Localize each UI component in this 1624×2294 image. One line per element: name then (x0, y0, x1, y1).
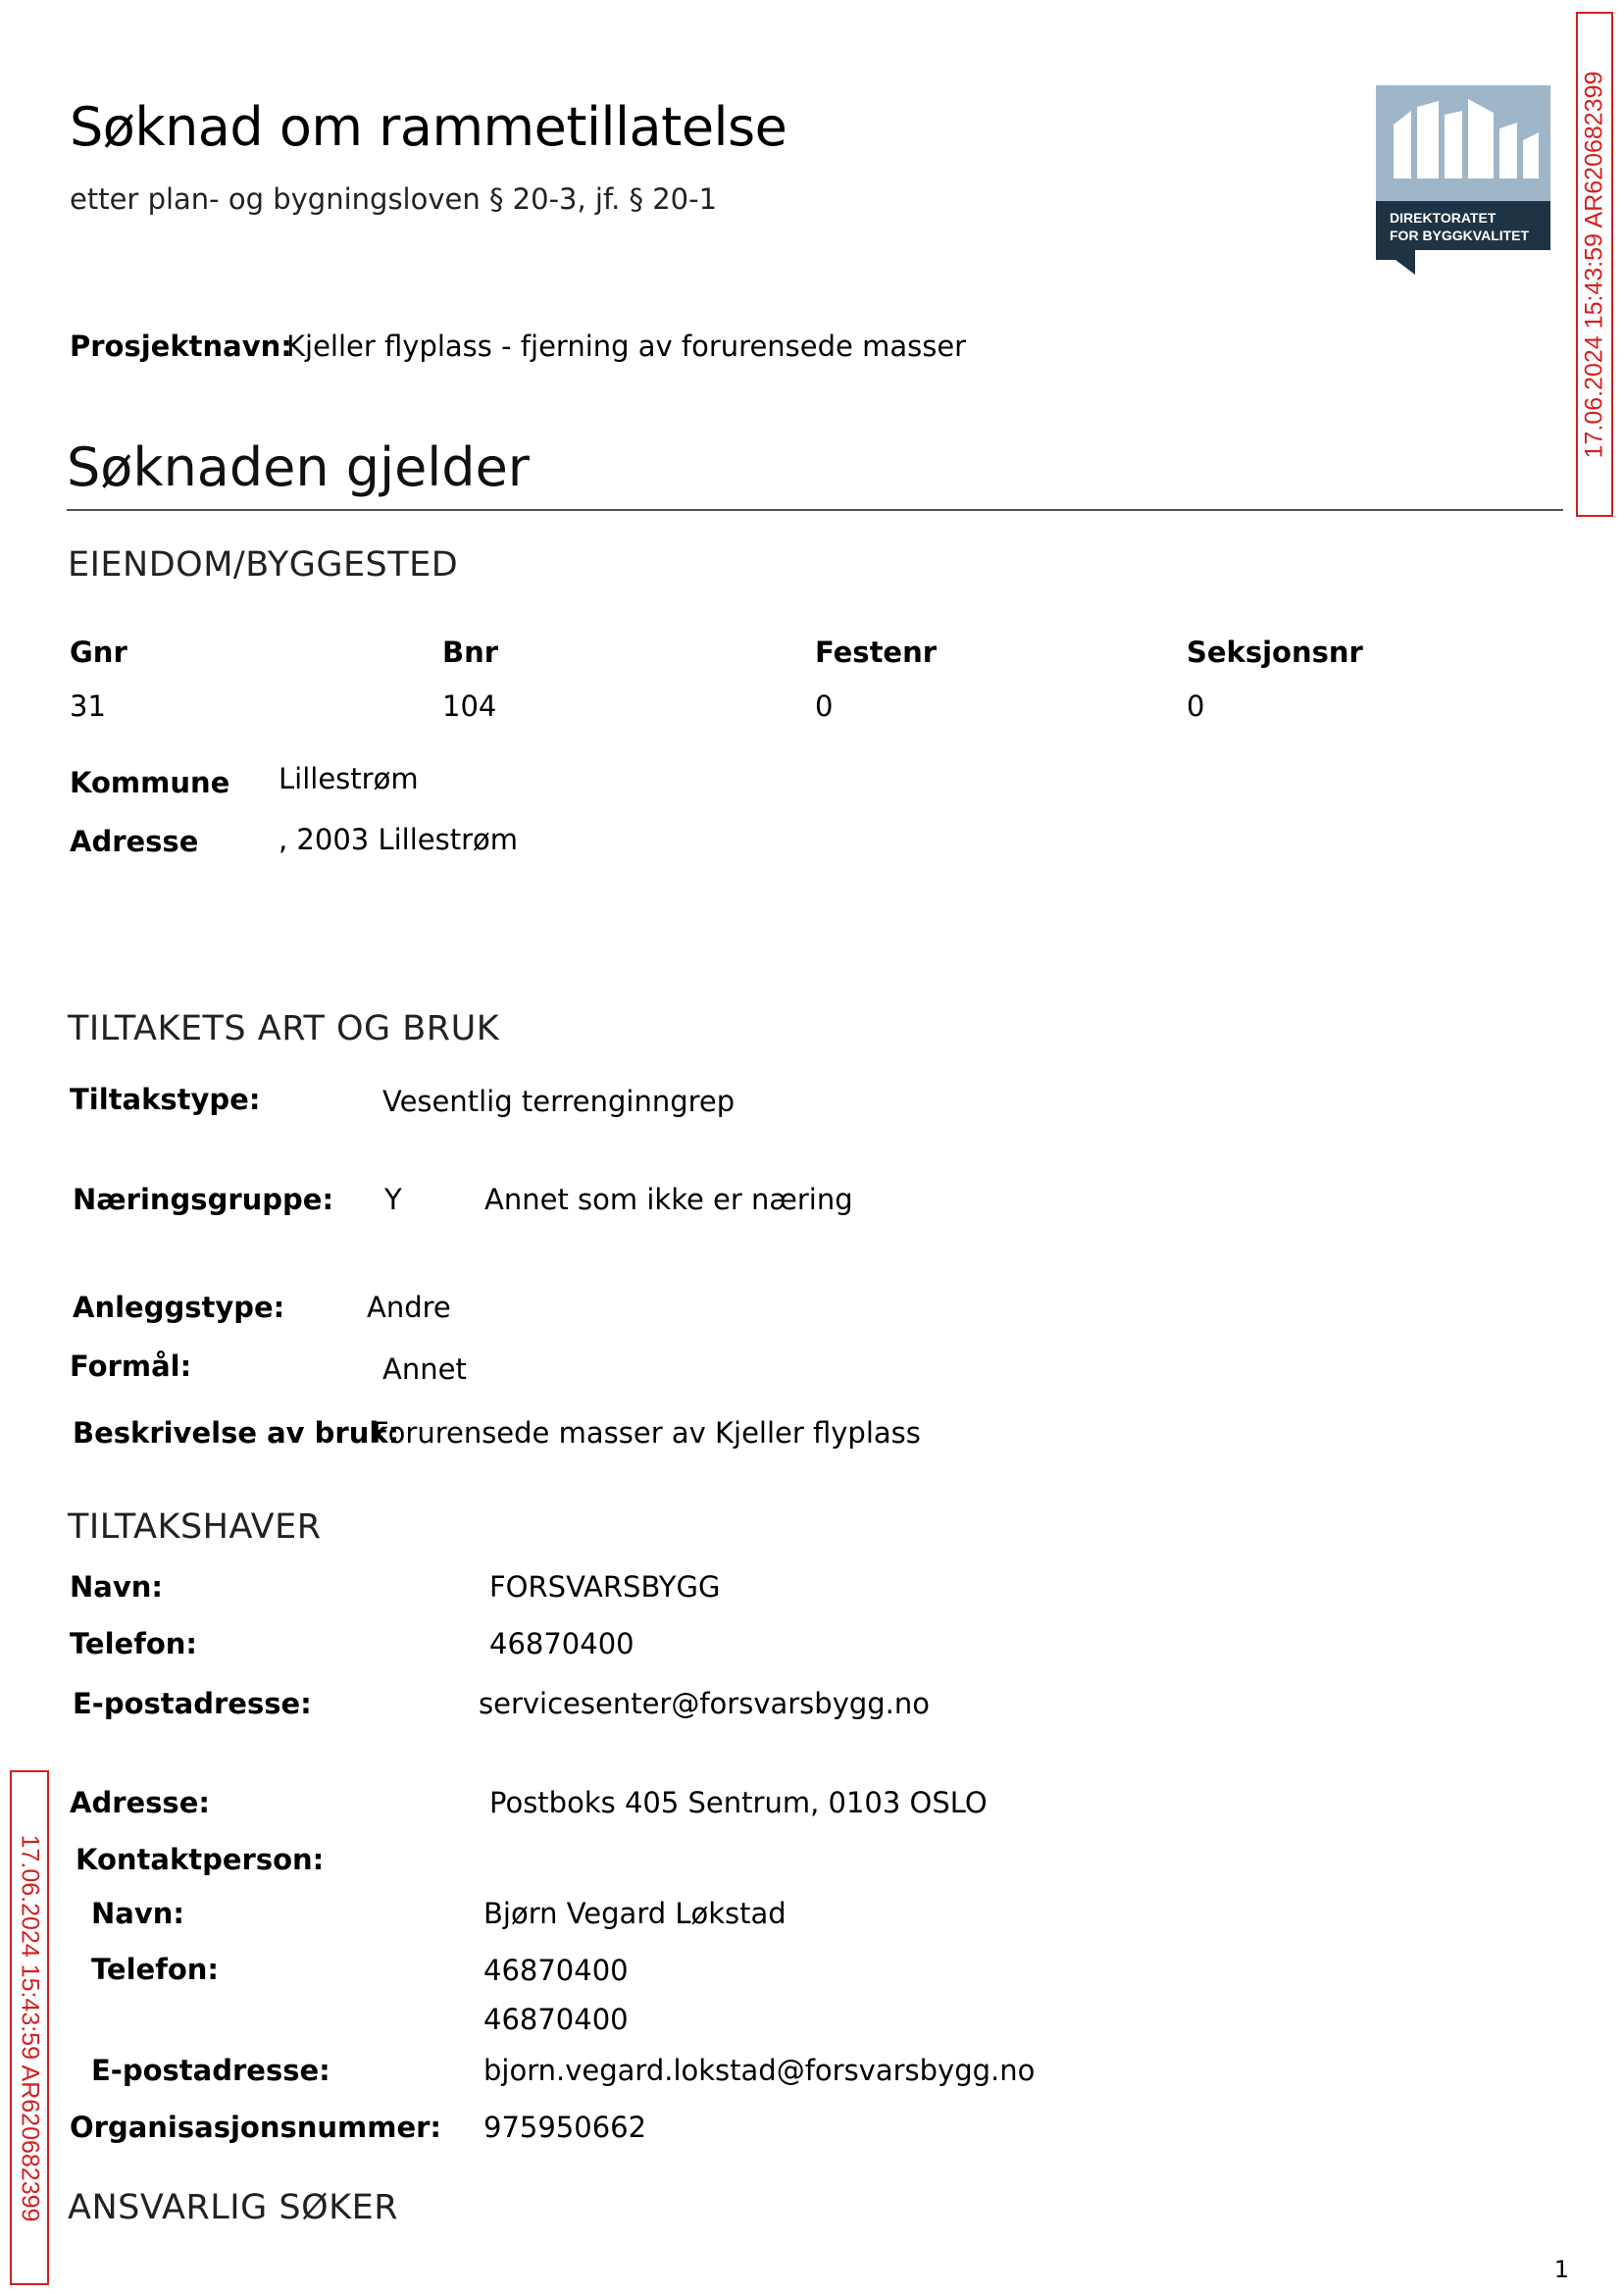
eiendom-heading: EIENDOM/BYGGESTED (68, 545, 459, 585)
orgnr-value: 975950662 (483, 2111, 647, 2144)
kontakt-epost-value: bjorn.vegard.lokstad@forsvarsbygg.no (483, 2054, 1036, 2087)
ansvarlig-soker-heading: ANSVARLIG SØKER (68, 2188, 399, 2227)
seksjonsnr-label: Seksjonsnr (1187, 636, 1363, 669)
festenr-label: Festenr (815, 636, 938, 669)
kommune-label: Kommune (70, 766, 230, 799)
section-title: Søknaden gjelder (67, 436, 530, 498)
dibk-logo (1376, 85, 1550, 275)
kontaktperson-label: Kontaktperson: (76, 1843, 325, 1876)
tiltakshaver-telefon-value: 46870400 (489, 1627, 634, 1660)
tiltak-heading: TILTAKETS ART OG BRUK (68, 1009, 500, 1048)
kontakt-navn-label: Navn: (91, 1897, 184, 1930)
naeringsgruppe-label: Næringsgruppe: (73, 1183, 334, 1216)
kontakt-telefon-label: Telefon: (91, 1953, 219, 1986)
page-number: 1 (1553, 2256, 1569, 2283)
formal-value: Annet (382, 1352, 467, 1386)
bnr-label: Bnr (442, 636, 499, 669)
kontakt-navn-value: Bjørn Vegard Løkstad (483, 1897, 787, 1930)
document-title: Søknad om rammetillatelse (70, 96, 787, 158)
tiltakshaver-telefon-label: Telefon: (70, 1627, 197, 1660)
stamp-text: 17.06.2024 15:43:59 AR620682399 (1580, 71, 1608, 458)
tiltakshaver-epost-value: servicesenter@forsvarsbygg.no (479, 1687, 931, 1720)
document-subtitle: etter plan- og bygningsloven § 20-3, jf. § 20-1 (70, 182, 718, 216)
tiltakstype-value: Vesentlig terrenginngrep (382, 1085, 736, 1118)
kontakt-telefon-value-1: 46870400 (483, 1954, 629, 1987)
anleggstype-value: Andre (367, 1291, 451, 1324)
formal-label: Formål: (70, 1350, 192, 1383)
tiltakstype-label: Tiltakstype: (70, 1083, 261, 1116)
tiltakshaver-navn-value: FORSVARSBYGG (489, 1570, 721, 1604)
bnr-value: 104 (442, 689, 497, 723)
festenr-value: 0 (815, 689, 834, 723)
orgnr-label: Organisasjonsnummer: (70, 2111, 442, 2144)
logo-graphic (1376, 85, 1550, 275)
adresse-label: Adresse (70, 825, 199, 858)
timestamp-stamp-bottom (10, 1770, 49, 2285)
gnr-value: 31 (70, 689, 106, 723)
project-label: Prosjektnavn: (70, 330, 292, 363)
tiltakshaver-adresse-value: Postboks 405 Sentrum, 0103 OSLO (489, 1786, 988, 1819)
gnr-label: Gnr (70, 636, 127, 669)
timestamp-stamp-top (1576, 12, 1613, 517)
adresse-value: , 2003 Lillestrøm (279, 823, 519, 856)
naeringsgruppe-code: Y (384, 1183, 402, 1216)
project-value: Kjeller flyplass - fjerning av forurensede masser (286, 330, 967, 363)
logo-text-1: DIREKTORATET (1390, 210, 1497, 226)
beskrivelse-label: Beskrivelse av bruk: (73, 1416, 400, 1450)
anleggstype-label: Anleggstype: (73, 1291, 285, 1324)
seksjonsnr-value: 0 (1187, 689, 1205, 723)
tiltakshaver-navn-label: Navn: (70, 1570, 163, 1604)
section-divider (67, 509, 1563, 511)
tiltakshaver-adresse-label: Adresse: (70, 1786, 210, 1819)
tiltakshaver-heading: TILTAKSHAVER (68, 1507, 322, 1547)
logo-text-2: FOR BYGGKVALITET (1390, 228, 1530, 243)
beskrivelse-value: Forurensede masser av Kjeller flyplass (373, 1416, 921, 1450)
kontakt-telefon-value-2: 46870400 (483, 2003, 629, 2036)
kontakt-epost-label: E-postadresse: (91, 2054, 330, 2087)
tiltakshaver-epost-label: E-postadresse: (73, 1687, 312, 1720)
kommune-value: Lillestrøm (279, 762, 419, 795)
stamp-text: 17.06.2024 15:43:59 AR620682399 (16, 1834, 44, 2221)
naeringsgruppe-value: Annet som ikke er næring (484, 1183, 853, 1216)
